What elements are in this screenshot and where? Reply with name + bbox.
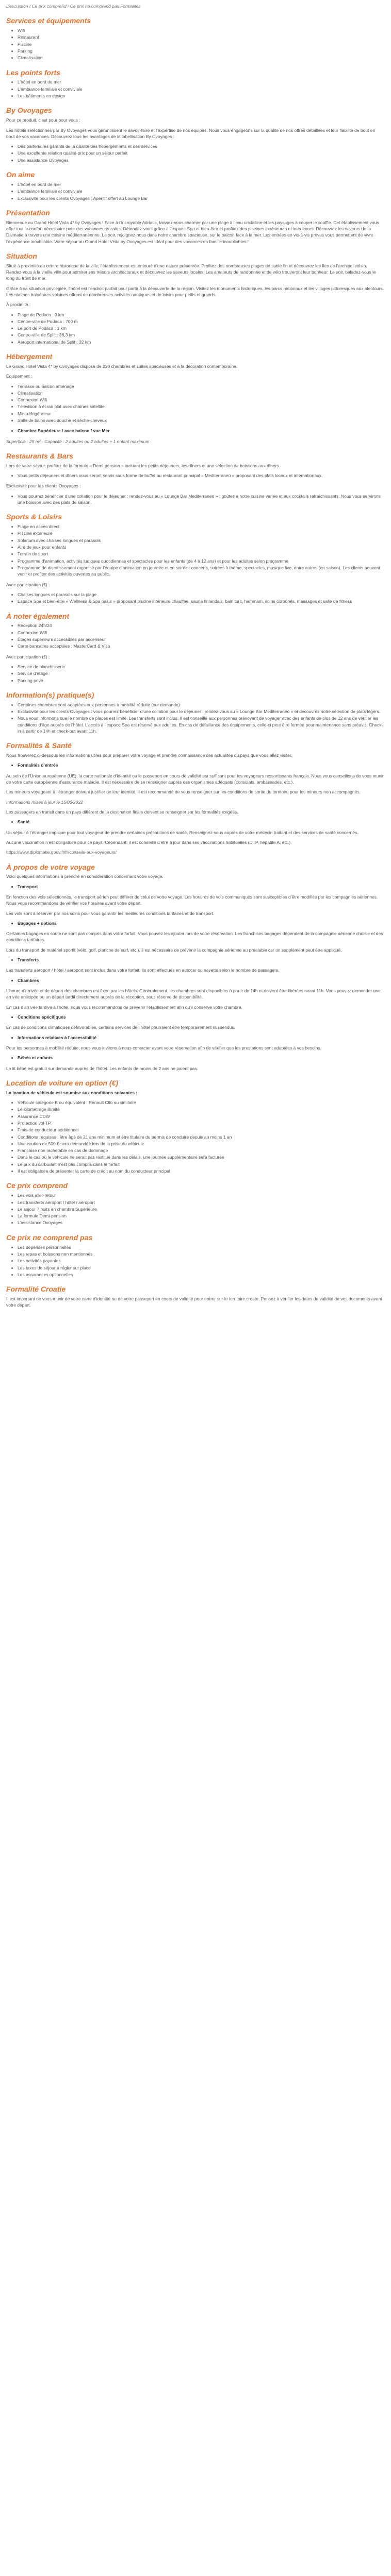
section-title-apropos: À propos de votre voyage: [6, 862, 95, 871]
list-item: • Connexion Wifi: [18, 397, 385, 403]
list-item: • Télévision à écran plat avec chaînes satellite: [18, 403, 385, 410]
sante-subtitle: • Santé: [18, 819, 385, 825]
room-note: Superficie : 29 m² - Capacité : 2 adultes ou 2 adultes + 1 enfant maximum: [6, 438, 150, 444]
section-title-presentation: Présentation: [6, 208, 50, 217]
section-title-ne-comprend: Ce prix ne comprend pas: [6, 1233, 93, 1242]
list-item: • L’hôtel en bord de mer: [18, 79, 385, 85]
list-item: • Programme d’animation, activités ludiques quotidiennes et spectacles pour les enfants (de 4 à 12 ans) et pour les adultes selon programme: [18, 558, 385, 564]
presentation-text: Bienvenue au Grand Hotel Vista 4* by Ovoyages ! Face à l’incroyable Adriatic, laissez-vous charmer par une plage à l’eau cristalline et les paysages à couper le souffle. Cet établissement vous offre tout le confort nécessaire pour des vacances réussies. Détendez-vous grâce à l’espace Spa et bien-être et profitez des piscines extérieures et intérieures. Découvrez les saveurs de la Dalmatie à travers une cuisine méditerranéenne. Le soir, rejoignez-nous dans notre chambre spacieuse, sur le balcon face à la mer. Les entrées en vis-à-vis prévus vous permettent de vivre l’expérience inoubliable. Votre séjour au Grand Hotel Vista by Ovoyages est idéal pour des vacances en famille inoubliables !: [6, 219, 379, 244]
services-list: [6, 27, 385, 61]
list-item: • Les activités payantes: [18, 1258, 385, 1264]
list-item: • Solarium avec chaises longues et parasols: [18, 537, 385, 544]
section-title-location: Location de voiture en option (€): [6, 1078, 118, 1087]
apropos-sub-5: [6, 1014, 385, 1020]
apropos-text: Voici quelques informations à prendre en considération concernant votre voyage.: [6, 874, 164, 879]
situation-proximite: À proximité :: [6, 302, 31, 308]
room-types-list: [6, 428, 385, 434]
list-item: • Les repas et boissons non mentionnés: [18, 1251, 385, 1257]
section-title-by-ovoyages: By Ovoyages: [6, 106, 52, 115]
section-title-ce-prix: Ce prix comprend: [6, 1181, 68, 1190]
list-item: • Il est obligatoire de présenter la carte de crédit au nom du conducteur principal: [18, 1168, 385, 1174]
list-item: • Centre-ville de Split : 36,3 km: [18, 332, 385, 338]
room-type: • Chambre Supérieure / avec balcon / vue Mer: [18, 428, 385, 434]
list-item: • Conditions requises : être âgé de 21 ans minimum et être titulaire du permis de conduire depuis au moins 1 an: [18, 1134, 385, 1140]
list-item: • Les dépenses personnelles: [18, 1244, 385, 1250]
sports-list: [6, 523, 385, 578]
list-item: • Nous vous informons que le nombre de places est limité. Les transferts sont inclus. Il est conseillé aux personnes prévoyant de voyager avec des enfants de plus de 12 ans de vérifier les conditions d’âge auprès de l’hôtel. L’accès à l’espace Spa est réservé aux adultes. En cas de défaillance des équipements, celle-ci peut être fermée pour maintenance sans préavis. Check-in à partir de 14h et check-out avant 11h.: [18, 715, 385, 734]
list-item: • Connexion Wifi: [18, 630, 385, 636]
formalites-text-4: Les passagers en transit dans un pays différent de la destination finale doivent se renseigner sur les formalités exigées.: [6, 809, 238, 815]
sports-payant: Avec participation (€) :: [6, 582, 50, 587]
list-item: • Piscine: [18, 41, 385, 47]
list-item: • Vous petits déjeuners et dîners vous seront servis sous forme de buffet au restaurant principal « Mediterraneo » proposant des plats locaux et internationaux.: [18, 472, 385, 479]
apropos-sub-2: [6, 920, 385, 926]
list-item: • Exclusivité pour les clients Ovoyages : vous pourrez bénéficier d’une collation pour le déjeuner : rendez-vous au « Lounge Bar Mediterraneo » et découvrez notre sélection de plats légers.: [18, 708, 385, 715]
apropos-text-2: En fonction des vols sélectionnés, le transport aérien peut différer de celui de votre voyage. Les horaires de vols communiqués sont susceptibles d’être modifiés par les compagnies aériennes. Nous vous recommandons de vérifier vos horaires avant votre départ.: [6, 894, 378, 906]
apropos-subtitle: • Transport: [18, 884, 385, 890]
restaurants-exclusive-list: [6, 493, 385, 506]
list-item: • Service de blanchisserie: [18, 664, 385, 670]
apropos-sub-3: [6, 957, 385, 963]
list-item: • Terrasse ou balcon aménagé: [18, 383, 385, 389]
list-item: • Plage en accès direct: [18, 523, 385, 530]
list-item: • Le séjour 7 nuits en chambre Supérieure: [18, 1206, 385, 1212]
list-item: • Une caution de 500 € sera demandée lors de la prise du véhicule: [18, 1141, 385, 1147]
list-item: • Exclusivité pour les clients Ovoyages : Aperitif offert au Lounge Bar: [18, 195, 385, 201]
formalites-text: Nous trouverez ci-dessous les informations utiles pour préparer votre voyage et prendre connaissance des actualités du pays que vous allez visiter.: [6, 753, 292, 758]
ne-comprend-list: [6, 1244, 385, 1278]
formalites-subtitle: • Formalités d’entrée: [18, 762, 385, 768]
list-item: • Les vols aller-retour: [18, 1192, 385, 1198]
list-item: • Chaises longues et parasols sur la plage: [18, 591, 385, 598]
on-aime-list: [6, 181, 385, 201]
list-item: • Une assistance Ovoyages: [18, 157, 385, 163]
list-item: • Climatisation: [18, 55, 385, 61]
list-item: • L’ambiance familiale et conviviale: [18, 86, 385, 92]
apropos-text-5: Lors du transport de matériel sportif (vélo, golf, planche de surf, etc.), il est nécessaire de prévenir la compagnie aérienne au préalable car un supplément peut être appliqué.: [6, 947, 342, 953]
list-item: • Les transferts aéroport / hôtel / aéroport: [18, 1199, 385, 1206]
list-item: • Les taxes de séjour à régler sur place: [18, 1265, 385, 1271]
apropos-text-7: L’heure d’arrivée et de départ des chambres est fixée par les hôtels. Généralement, les chambres sont disponibles à partir de 14h et doivent être libérées avant 11h. Vous pouvez demander une arrivée anticipée ou un départ tardif directement auprès de la réception, sous réserve de disponibilité.: [6, 988, 381, 1000]
list-item: • L’hôtel en bord de mer: [18, 181, 385, 188]
list-item: • Salle de bains avec douche et sèche-cheveux: [18, 417, 385, 423]
list-item: • Étages supérieurs accessibles par ascenseur: [18, 636, 385, 642]
list-item: • Aéroport international de Split : 32 km: [18, 339, 385, 345]
formalites-sub-list: [6, 762, 385, 768]
list-item: • Les bâtiments en design: [18, 93, 385, 99]
situation-text: Situé à proximité du centre historique de la ville, l’établissement est entouré d’une nature préservée. Profitez des nombreuses plages de sable fin et découvrez les îles de l’archipel voisin. Rendez-vous à la vieille ville pour admirer ses trésors architecturaux et découvrez les saveurs locales. Les amateurs de randonnée et de vélo trouveront leur bonheur. Le soir, baladez-vous le long du front de mer.: [6, 263, 376, 281]
apropos-text-9: En cas de conditions climatiques défavorables, certains services de l’hôtel pourraient être temporairement suspendus.: [6, 1025, 236, 1030]
list-item: • Assurance CDW: [18, 1113, 385, 1120]
formalites-text-2: Au sein de l’Union européenne (UE), la carte nationale d’identité ou le passeport en cours de validité est suffisant pour les voyageurs ressortissants français. Nous vous conseillons de vous munir de votre carte européenne d’assurance maladie. Il est nécessaire de se renseigner auprès des organismes adéquats (consulats, ambassades, etc.).: [6, 773, 384, 785]
list-item: • Piscine extérieure: [18, 530, 385, 536]
list-item: • Vous pourrez bénéficier d’une collation pour le déjeuner : rendez-vous au « Lounge Bar Mediterraneo » : goûtez à notre cuisine variée et aux cocktails rafraîchissants. Nous vous servirons une boisson avec des plats de saison.: [18, 493, 385, 506]
formalites-text-5: Un séjour à l’étranger implique pour tout voyageur de prendre certaines précautions de santé. Renseignez-vous auprès de votre médecin traitant et des services de santé concernés.: [6, 829, 359, 835]
list-item: • Certaines chambres sont adaptées aux personnes à mobilité réduite (sur demande): [18, 702, 385, 708]
sante-sub-list: [6, 819, 385, 825]
informations-list: [6, 702, 385, 735]
list-item: • Des partenaires garants de la qualité des hébergements et des services: [18, 143, 385, 149]
hebergement-list: [6, 383, 385, 424]
points-forts-list: [6, 79, 385, 99]
situation-text-2: Grâce à sa situation privilégiée, l’hôtel est l’endroit parfait pour partir à la découverte de la région. Visitez les monuments historiques, les parcs nationaux et les villages pittoresques aux alentours. Les stations balnéaires voisines offrent de nombreuses activités nautiques et de loisirs pour petits et grands.: [6, 285, 384, 297]
list-item: • Dans le cas où le véhicule ne serait pas restitué dans les délais, une journée supplémentaire sera facturée: [18, 1154, 385, 1160]
list-item: • Terrain de sport: [18, 551, 385, 557]
intro-tabs: Description / Ce prix comprend / Ce prix ne comprend pas Formalités: [6, 4, 141, 9]
section-title-points-forts: Les points forts: [6, 68, 61, 77]
list-item: • Carte bancaires acceptées : MasterCard & Visa: [18, 643, 385, 649]
list-item: • Les assurances optionnelles: [18, 1272, 385, 1278]
list-item: • Mini-réfrigérateur: [18, 411, 385, 417]
list-item: • Programme de divertissement organisé par l’équipe d’animation en journée et en soirée : concerts, soirées à thème, spectacles, musique live, entre autres (en saison). Les clients peuvent venir et profiter des activités ouvertes au public.: [18, 565, 385, 578]
list-item: • Franchise non rachetable en cas de dommage: [18, 1147, 385, 1154]
noter-payant-list: [6, 664, 385, 684]
list-item: • Réception 24h/24: [18, 622, 385, 629]
section-title-restaurants: Restaurants & Bars: [6, 452, 73, 461]
list-item: • Parking: [18, 48, 385, 54]
list-item: • Frais de conducteur additionnel: [18, 1127, 385, 1133]
by-ovoyages-intro: Pour ce produit, c’est pour pour vous :: [6, 117, 80, 123]
section-title-situation: Situation: [6, 251, 37, 260]
formalites-link[interactable]: https://www.diplomatie.gouv.fr/fr/conseils-aux-voyageurs/: [6, 850, 117, 855]
apropos-subtitle: • Conditions spécifiques: [18, 1014, 385, 1020]
list-item: • Parking privé: [18, 677, 385, 684]
section-title-services: Services et équipements: [6, 16, 91, 25]
apropos-sub-1: [6, 884, 385, 890]
apropos-subtitle: • Bébés et enfants: [18, 1055, 385, 1061]
hebergement-text: Le Grand Hotel Vista 4* by Ovoyages dispose de 230 chambres et suites spacieuses et à la décoration contemporaine.: [6, 363, 238, 369]
restaurants-text: Lors de votre séjour, profitez de la formule « Demi-pension » incluant les petits-déjeuners, les dîners et une sélection de boissons aux dîners.: [6, 463, 281, 468]
apropos-text-4: Certaines bagages en soute ne sont pas compris dans votre forfait. Vous pouvez les ajouter lors de votre réservation. Les franchises bagages dépendent de la compagnie aérienne choisie et des conditions tarifaires.: [6, 931, 383, 943]
apropos-text-6: Les transferts aéroport / hôtel / aéroport sont inclus dans votre forfait. Ils sont effectués en autocar ou navette selon le nombre de passagers.: [6, 968, 280, 973]
list-item: • Centre-ville de Podaca : 700 m: [18, 318, 385, 325]
list-item: • Véhicule catégorie B ou équivalent : Renault Clio ou similaire: [18, 1099, 385, 1106]
section-title-a-noter: À noter également: [6, 612, 70, 620]
location-list: [6, 1099, 385, 1174]
list-item: • Service d’étage: [18, 670, 385, 676]
list-item: • L’assistance Ovoyages: [18, 1219, 385, 1226]
formalites-text-3: Les mineurs voyageant à l’étranger doivent justifier de leur identité. Il est recommandé de vous renseigner sur les conditions de sortie du territoire pour les mineurs non accompagnés.: [6, 789, 361, 795]
list-item: • Restaurant: [18, 34, 385, 40]
list-item: • Une excellente relation qualité-prix pour un séjour parfait: [18, 150, 385, 156]
section-title-formalites: Formalités & Santé: [6, 741, 72, 750]
list-item: • Le port de Podaca : 1 km: [18, 325, 385, 331]
apropos-sub-4: [6, 977, 385, 984]
apropos-sub-7: [6, 1055, 385, 1061]
hebergement-equip: Équipement :: [6, 374, 32, 379]
apropos-subtitle: • Bagages + options: [18, 920, 385, 926]
section-title-sports: Sports & Loisirs: [6, 513, 62, 521]
formalite-croatie-text: Il est important de vous munir de votre carte d’identité ou de votre passeport en cours de validité pour entrer sur le territoire croate. Pensez à vérifier les dates de validité de vos documents avant votre départ.: [6, 1296, 382, 1308]
section-title-formalite-croatie: Formalité Croatie: [6, 1285, 66, 1294]
apropos-subtitle: • Informations relatives à l’accessibilité: [18, 1035, 385, 1041]
list-item: • Protection vol TP: [18, 1120, 385, 1126]
list-item: • Wifi: [18, 27, 385, 33]
list-item: • Aire de jeux pour enfants: [18, 544, 385, 550]
by-ovoyages-list: [6, 143, 385, 163]
list-item: • La formule Demi-pension: [18, 1213, 385, 1219]
section-title-hebergement: Hébergement: [6, 352, 53, 361]
list-item: • Le prix du carburant n’est pas compris dans le forfait: [18, 1161, 385, 1167]
apropos-subtitle: • Chambres: [18, 977, 385, 984]
location-text: La location de véhicule est soumise aux conditions suivantes :: [6, 1090, 138, 1095]
apropos-text-8: En cas d’arrivée tardive à l’hôtel, nous vous recommandons de prévenir l’établissement afin qu’il conserve votre chambre.: [6, 1004, 242, 1010]
restaurants-list: [6, 472, 385, 479]
list-item: • L’ambiance familiale et conviviale: [18, 188, 385, 194]
situation-list: [6, 312, 385, 346]
list-item: • Plage de Podaca : 0 km: [18, 312, 385, 318]
apropos-text-10: Pour les personnes à mobilité réduite, nous vous invitons à nous contacter avant votre réservation afin de vérifier que les prestations sont adaptées à vos besoins.: [6, 1045, 321, 1050]
apropos-text-11: Le lit bébé est gratuit sur demande auprès de l’hôtel. Les enfants de moins de 2 ans ne paient pas.: [6, 1065, 198, 1071]
apropos-sub-6: [6, 1035, 385, 1041]
formalites-note: Informations mises à jour le 15/06/2022: [6, 799, 83, 805]
ce-prix-list: [6, 1192, 385, 1226]
by-ovoyages-text: Les hôtels sélectionnés par By Ovoyages vous garantissent le savoir-faire et l’expertise de nos équipes. Nous vous engageons sur la qualité de nos offres détaillées et leur fiabilité de bout en bout de vos vacances. Découvrez tous les avantages de la labellisation By Ovoyages :: [6, 127, 376, 139]
section-title-informations: Information(s) pratique(s): [6, 690, 94, 699]
apropos-subtitle: • Transferts: [18, 957, 385, 963]
noter-list: [6, 622, 385, 649]
apropos-text-3: Les vols sont à réserver par nos soins pour vous garantir les meilleures conditions tarifaires et de transport.: [6, 910, 215, 916]
restaurants-exclusive: Exclusivité pour les clients Ovoyages :: [6, 483, 81, 489]
list-item: • Climatisation: [18, 390, 385, 396]
list-item: • Le kilométrage illimité: [18, 1106, 385, 1112]
sports-payant-list: [6, 591, 385, 605]
noter-payant: Avec participation (€) :: [6, 654, 50, 659]
section-title-on-aime: On aime: [6, 171, 35, 179]
list-item: • Espace Spa et bien-être « Wellness & Spa oasis » proposant piscine intérieure chauffée, sauna finlandais, bain turc, hammam, soins corporels, massages et salle de fitness: [18, 598, 385, 604]
formalites-text-6: Aucune vaccination n’est obligatoire pour ce pays. Cependant, il est conseillé d’être à jour dans ses vaccinations habituelles (DTP, hépatite A, etc.).: [6, 839, 292, 845]
